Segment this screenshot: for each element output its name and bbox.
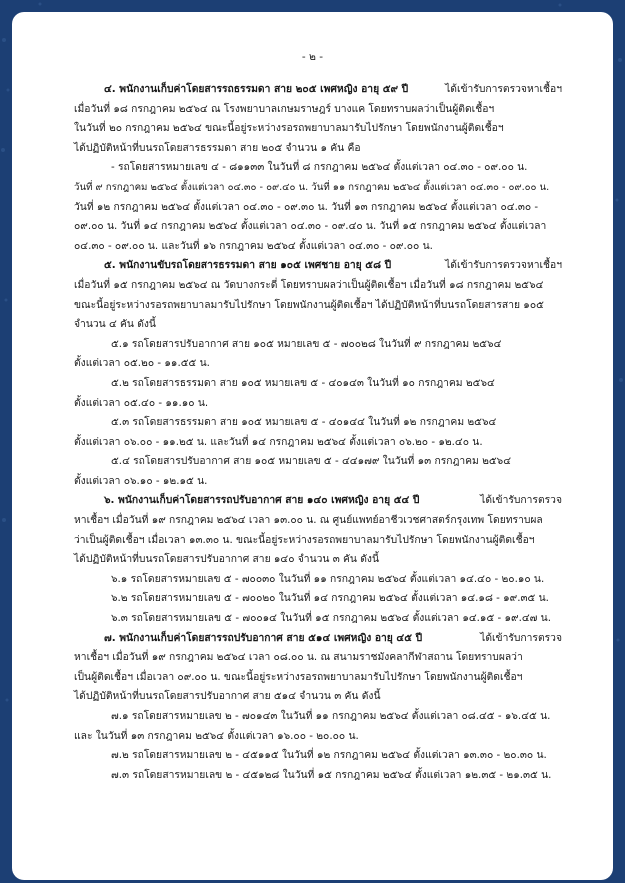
section-4-line: ๐๔.๓๐ - ๐๙.๐๐ น. และวันที่ ๑๖ กรกฎาคม ๒๕๖๔ ตั้งแต่เวลา ๐๔.๓๐ - ๐๙.๐๐ น. xyxy=(74,239,433,252)
section-5-item-2: ๕.๒ รถโดยสารธรรมดา สาย ๑๐๕ หมายเลข ๕ - ๔๐๑๔๓ ในวันที่ ๑๐ กรกฎาคม ๒๕๖๔ xyxy=(111,376,495,389)
section-4-heading: ๔. พนักงานเก็บค่าโดยสารรถธรรมดา สาย ๒๐๕ เพศหญิง อายุ ๕๙ ปี xyxy=(104,83,409,95)
section-7-item-3: ๗.๓ รถโดยสารหมายเลข ๒ - ๔๕๑๒๘ ในวันที่ ๑๕ กรกฎาคม ๒๕๖๔ ตั้งแต่เวลา ๑๒.๓๕ - ๒๑.๓๕ น. xyxy=(111,768,552,781)
section-5-heading: ๕. พนักงานขับรถโดยสารธรรมดา สาย ๑๐๕ เพศชาย อายุ ๕๘ ปี xyxy=(104,259,392,272)
section-7-item-1: ๗.๑ รถโดยสารหมายเลข ๒ - ๗๐๑๔๓ ในวันที่ ๑๑ กรกฎาคม ๒๕๖๔ ตั้งแต่เวลา ๐๘.๔๕ - ๑๖.๔๕ น. xyxy=(111,710,551,722)
section-7-line-1: ๗. พนักงานเก็บค่าโดยสารรถปรับอากาศ สาย ๕๑๔ เพศหญิง อายุ ๔๕ ปี ได้เข้ารับการตรวจ xyxy=(74,629,562,649)
section-4-line: ได้ปฏิบัติหน้าที่บนรถโดยสารธรรมดา สาย ๒๐๕ จำนวน ๑ คัน คือ xyxy=(74,141,361,154)
section-6-line: ว่าเป็นผู้ติดเชื้อฯ เมื่อเวลา ๑๓.๓๐ น. ขณะนี้อยู่ระหว่างรอรถพยาบาลมารับไปรักษา โดยพนักงานผู้ติดเชื้อฯ xyxy=(74,533,535,546)
page-number: - ๒ - xyxy=(301,51,324,63)
section-6-line-1: ๖. พนักงานเก็บค่าโดยสารรถปรับอากาศ สาย ๑๔๐ เพศหญิง อายุ ๕๔ ปี ได้เข้ารับการตรวจ xyxy=(74,491,562,511)
section-5-item-4: ๕.๔ รถโดยสารปรับอากาศ สาย ๑๐๕ หมายเลข ๕ - ๔๔๑๗๙ ในวันที่ ๑๓ กรกฎาคม ๒๕๖๔ xyxy=(111,455,512,468)
section-6-line: ได้ปฏิบัติหน้าที่บนรถโดยสารปรับอากาศ สาย ๑๔๐ จำนวน ๓ คัน ดังนี้ xyxy=(74,553,379,566)
document-page xyxy=(12,12,613,880)
section-7-line: หาเชื้อฯ เมื่อวันที่ ๑๙ กรกฎาคม ๒๕๖๔ เวลา ๐๘.๐๐ น. ณ สนามราชมังคลากีฬาสถาน โดยทราบผลว่า xyxy=(74,651,523,664)
section-4-line: - รถโดยสารหมายเลข ๔ - ๘๑๑๓๓ ในวันที่ ๘ กรกฎาคม ๒๕๖๔ ตั้งแต่เวลา ๐๔.๓๐ - ๐๙.๐๐ น. xyxy=(111,161,528,174)
section-4-line-1: ๔. พนักงานเก็บค่าโดยสารรถธรรมดา สาย ๒๐๕ เพศหญิง อายุ ๕๙ ปี ได้เข้ารับการตรวจหาเชื้อฯ xyxy=(74,80,562,100)
section-5-line: ตั้งแต่เวลา ๐๕.๔๐ - ๑๑.๑๐ น. xyxy=(74,396,209,409)
section-5-line: เมื่อวันที่ ๑๕ กรกฎาคม ๒๕๖๔ ณ วัดบางกระดี่ โดยทราบผลว่าเป็นผู้ติดเชื้อฯ เมื่อวันที่ ๑๘ กรกฎาคม ๒๕๖๔ xyxy=(74,278,544,291)
section-4-line: ๐๙.๐๐ น. วันที่ ๑๔ กรกฎาคม ๒๕๖๔ ตั้งแต่เวลา ๐๔.๓๐ - ๐๙.๔๐ น. วันที่ ๑๕ กรกฎาคม ๒๕๖๔ ตั้งแต่เวลา xyxy=(74,220,547,233)
section-5-line: ตั้งแต่เวลา ๐๖.๐๐ - ๑๑.๒๕ น. และวันที่ ๑๔ กรกฎาคม ๒๕๖๔ ตั้งแต่เวลา ๐๖.๒๐ - ๑๒.๔๐ น. xyxy=(74,435,483,448)
section-6-item-3: ๖.๓ รถโดยสารหมายเลข ๕ - ๗๐๐๑๔ ในวันที่ ๑๕ กรกฎาคม ๒๕๖๔ ตั้งแต่เวลา ๑๔.๑๕ - ๑๙.๔๗ น. xyxy=(111,612,551,625)
section-4-line: ในวันที่ ๒๐ กรกฎาคม ๒๕๖๔ ขณะนี้อยู่ระหว่างรอรถพยาบาลมารับไปรักษา โดยพนักงานผู้ติดเชื้อฯ xyxy=(74,122,504,135)
section-5-line: ตั้งแต่เวลา ๐๕.๒๐ - ๑๑.๕๕ น. xyxy=(74,357,210,370)
section-7-item-2: ๗.๒ รถโดยสารหมายเลข ๒ - ๔๕๑๑๕ ในวันที่ ๑๒ กรกฎาคม ๒๕๖๔ ตั้งแต่เวลา ๑๓.๓๐ - ๒๐.๓๐ น. xyxy=(111,749,547,762)
section-4-line: วันที่ ๑๒ กรกฎาคม ๒๕๖๔ ตั้งแต่เวลา ๐๔.๓๐ - ๐๙.๓๐ น. วันที่ ๑๓ กรกฎาคม ๒๕๖๔ ตั้งแต่เวลา ๐๔.๓๐ - xyxy=(74,200,539,213)
section-5-item-3: ๕.๓ รถโดยสารธรรมดา สาย ๑๐๕ หมายเลข ๕ - ๔๐๑๔๔ ในวันที่ ๑๒ กรกฎาคม ๒๕๖๔ xyxy=(111,416,497,429)
document-body xyxy=(74,80,562,785)
section-4-line: วันที่ ๙ กรกฎาคม ๒๕๖๔ ตั้งแต่เวลา ๐๔.๓๐ - ๐๙.๔๐ น. วันที่ ๑๑ กรกฎาคม ๒๕๖๔ ตั้งแต่เวลา ๐๔.๓๐ - ๐๙.๐๐ น. xyxy=(74,181,550,193)
section-5-line: ขณะนี้อยู่ระหว่างรอรถพยาบาลมารับไปรักษา โดยพนักงานผู้ติดเชื้อฯ ได้ปฏิบัติหน้าที่บนรถโดยสารสาย ๑๐๕ xyxy=(74,298,544,311)
section-5-line-1: ๕. พนักงานขับรถโดยสารธรรมดา สาย ๑๐๕ เพศชาย อายุ ๕๘ ปี ได้เข้ารับการตรวจหาเชื้อฯ xyxy=(74,256,562,276)
section-7-line: เป็นผู้ติดเชื้อฯ เมื่อเวลา ๐๙.๐๐ น. ขณะนี้อยู่ระหว่างรอรถพยาบาลมารับไปรักษา โดยพนักงานผู้ติดเชื้อฯ xyxy=(74,670,523,683)
section-4-line: เมื่อวันที่ ๑๘ กรกฎาคม ๒๕๖๔ ณ โรงพยาบาลเกษมราษฎร์ บางแค โดยทราบผลว่าเป็นผู้ติดเชื้อฯ xyxy=(74,102,495,115)
section-7-line: ได้ปฏิบัติหน้าที่บนรถโดยสารปรับอากาศ สาย ๕๑๔ จำนวน ๓ คัน ดังนี้ xyxy=(74,690,381,703)
section-5-line: จำนวน ๔ คัน ดังนี้ xyxy=(74,318,156,331)
section-6-heading: ๖. พนักงานเก็บค่าโดยสารรถปรับอากาศ สาย ๑๔๐ เพศหญิง อายุ ๕๔ ปี xyxy=(104,494,420,507)
section-5-item-1: ๕.๑ รถโดยสารปรับอากาศ สาย ๑๐๕ หมายเลข ๕ - ๗๐๐๒๘ ในวันที่ ๙ กรกฎาคม ๒๕๖๔ xyxy=(111,337,502,350)
section-5-line: ตั้งแต่เวลา ๐๖.๑๐ - ๑๒.๑๕ น. xyxy=(74,474,208,487)
section-7-line: และ ในวันที่ ๑๓ กรกฎาคม ๒๕๖๔ ตั้งแต่เวลา ๑๖.๐๐ - ๒๐.๐๐ น. xyxy=(74,729,359,742)
section-6-item-1: ๖.๑ รถโดยสารหมายเลข ๕ - ๗๐๐๓๐ ในวันที่ ๑๑ กรกฎาคม ๒๕๖๔ ตั้งแต่เวลา ๑๔.๔๐ - ๒๐.๑๐ น. xyxy=(111,572,545,585)
section-6-line: หาเชื้อฯ เมื่อวันที่ ๑๙ กรกฎาคม ๒๕๖๔ เวลา ๑๓.๐๐ น. ณ ศูนย์แพทย์อาชีวเวชศาสตร์กรุงเทพ โดยทราบผล xyxy=(74,514,543,527)
section-6-item-2: ๖.๒ รถโดยสารหมายเลข ๕ - ๗๐๐๒๐ ในวันที่ ๑๔ กรกฎาคม ๒๕๖๔ ตั้งแต่เวลา ๑๔.๑๘ - ๑๙.๓๕ น. xyxy=(111,592,549,605)
section-7-heading: ๗. พนักงานเก็บค่าโดยสารรถปรับอากาศ สาย ๕๑๔ เพศหญิง อายุ ๔๕ ปี xyxy=(104,631,423,644)
